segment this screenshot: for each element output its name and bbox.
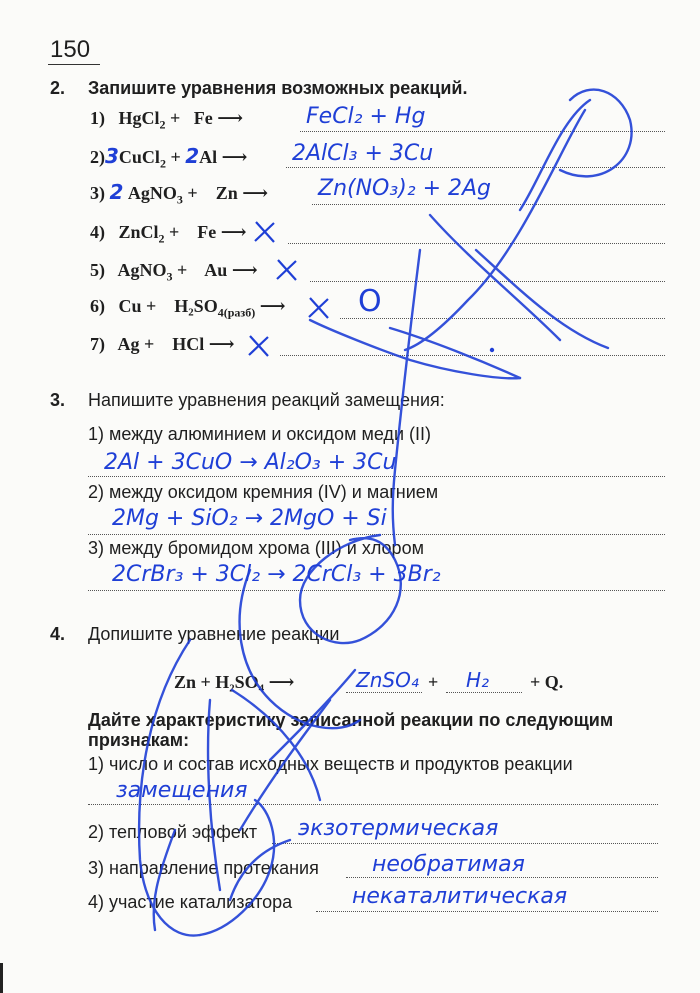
q4-product-1: ZnSO₄ xyxy=(356,668,419,692)
q2-answer-2: 2AlCl₃ + 3Cu xyxy=(292,141,434,166)
row-num: 5) xyxy=(90,260,105,280)
q4-plus: + xyxy=(428,672,439,692)
cross-out-icon xyxy=(306,296,332,320)
reactant-1: HgCl xyxy=(118,108,160,128)
answer-line xyxy=(340,318,665,319)
q4-answer-4: некаталитическая xyxy=(352,884,568,909)
q3-prompt-2: 2) между оксидом кремния (IV) и магнием xyxy=(88,482,439,502)
reactant-2: HCl xyxy=(172,334,205,354)
answer-line xyxy=(286,167,665,168)
plus: + xyxy=(146,296,157,316)
q4-tail: + Q. xyxy=(530,672,564,692)
answer-line xyxy=(272,843,658,844)
reactant-2: Fe xyxy=(193,108,213,128)
plus: + xyxy=(169,222,180,242)
page-number-rule xyxy=(48,64,100,65)
reactant-2: H₂SO xyxy=(174,296,218,316)
q3-answer-1: 2Al + 3CuO → Al₂O₃ + 3Cu xyxy=(104,450,397,475)
reactant-1-sub: 3 xyxy=(176,192,183,207)
q2-row-7 xyxy=(90,334,235,355)
q2-row-6 xyxy=(90,296,286,321)
plus: + xyxy=(170,108,181,128)
answer-line xyxy=(88,534,665,535)
q3-prompt-3: 3) между бромидом хрома (III) и хлором xyxy=(88,538,424,558)
q2-row-5 xyxy=(90,260,258,285)
reactant-1: AgNO xyxy=(127,183,177,203)
row-num: 7) xyxy=(90,334,105,354)
reactant-2: Fe xyxy=(197,222,217,242)
plus: + xyxy=(170,147,181,167)
reactant-1: ZnCl xyxy=(118,222,159,242)
arrow: ⟶ xyxy=(259,296,286,316)
arrow: ⟶ xyxy=(221,147,248,167)
answer-line xyxy=(88,476,665,477)
cross-out-icon xyxy=(246,334,272,358)
answer-line xyxy=(446,692,522,693)
answer-line xyxy=(346,692,422,693)
q4-prompt-1: 1) число и состав исходных веществ и продуктов реакции xyxy=(88,754,573,774)
cross-out-icon xyxy=(274,258,300,282)
q4-answer-2: экзотермическая xyxy=(298,816,499,841)
q2-row-3 xyxy=(90,180,268,208)
answer-line xyxy=(88,804,658,805)
row-num: 2) xyxy=(90,147,105,167)
coef: 2 xyxy=(109,180,124,204)
reactant-1: CuCl xyxy=(118,147,160,167)
q4-title: Допишите уравнение реакции xyxy=(88,624,340,644)
answer-line xyxy=(312,204,665,205)
q4-prompt-2: 2) тепловой эффект xyxy=(88,822,258,842)
answer-line xyxy=(88,590,665,591)
coef: 3 xyxy=(105,144,119,168)
q2-answer-1: FeCl₂ + Hg xyxy=(306,104,426,129)
q3-title: Напишите уравнения реакций замещения: xyxy=(88,390,445,410)
row-num: 6) xyxy=(90,296,105,316)
q4-number: 4. xyxy=(50,624,66,644)
reactant-1: AgNO xyxy=(117,260,167,280)
reactant-1: Cu xyxy=(118,296,142,316)
reactant-2: Al xyxy=(199,147,218,167)
q4-prompt-3: 3) направление протекания xyxy=(88,858,319,878)
q2-answer-3: Zn(NO₃)₂ + 2Ag xyxy=(318,176,492,201)
reactant-1-sub: 2 xyxy=(159,156,166,171)
q4-intro-line-2: признакам: xyxy=(88,730,190,750)
plus: + xyxy=(144,334,155,354)
row-num: 4) xyxy=(90,222,105,242)
arrow: ⟶ xyxy=(242,183,269,203)
arrow: ⟶ xyxy=(220,222,247,242)
q3-answer-3: 2CrBr₃ + 3Cl₂ → 2CrCl₃ + 3Br₂ xyxy=(112,562,441,587)
q3-answer-2: 2Mg + SiO₂ → 2MgO + Si xyxy=(112,506,387,531)
reactant-1-sub: 2 xyxy=(158,231,165,246)
q2-row-4 xyxy=(90,222,247,247)
answer-line xyxy=(288,243,665,244)
page-number: 150 xyxy=(50,36,91,63)
q3-number: 3. xyxy=(50,390,66,410)
q2-row-1 xyxy=(90,108,243,133)
reactant-2: Zn xyxy=(215,183,238,203)
q2-number: 2. xyxy=(50,78,66,98)
plus: + xyxy=(177,260,188,280)
q2-title: Запишите уравнения возможных реакций. xyxy=(88,78,468,98)
answer-line xyxy=(316,911,658,912)
q2-answer-6: O xyxy=(358,284,382,319)
q4-answer-1: замещения xyxy=(116,778,248,803)
page-edge xyxy=(0,963,3,993)
reactant-1-sub: 3 xyxy=(166,269,173,284)
row-num: 1) xyxy=(90,108,105,128)
cross-out-icon xyxy=(252,220,278,244)
q4-prompt-4: 4) участие катализатора xyxy=(88,892,293,912)
q4-equation-left: Zn + H₂SO₄ ⟶ xyxy=(174,672,295,692)
q4-answer-3: необратимая xyxy=(372,852,525,877)
row-num: 3) xyxy=(90,183,105,203)
arrow: ⟶ xyxy=(217,108,244,128)
arrow: ⟶ xyxy=(231,260,258,280)
q2-row-2 xyxy=(90,144,247,172)
reactant-2: Au xyxy=(204,260,228,280)
reactant-1-sub: 2 xyxy=(159,117,166,132)
answer-line xyxy=(346,877,658,878)
arrow: ⟶ xyxy=(208,334,235,354)
reactant-2-sub: 4(разб) xyxy=(217,305,256,320)
answer-line xyxy=(310,281,665,282)
q4-intro-line-1: Дайте характеристику записанной реакции по следующим xyxy=(88,710,614,730)
q4-product-2: H₂ xyxy=(466,668,490,692)
answer-line xyxy=(280,355,665,356)
coef-2: 2 xyxy=(185,144,200,168)
answer-line xyxy=(300,131,665,132)
plus: + xyxy=(187,183,198,203)
bleed-through xyxy=(600,82,604,97)
q3-prompt-1: 1) между алюминием и оксидом меди (II) xyxy=(88,424,431,444)
reactant-1: Ag xyxy=(117,334,140,354)
